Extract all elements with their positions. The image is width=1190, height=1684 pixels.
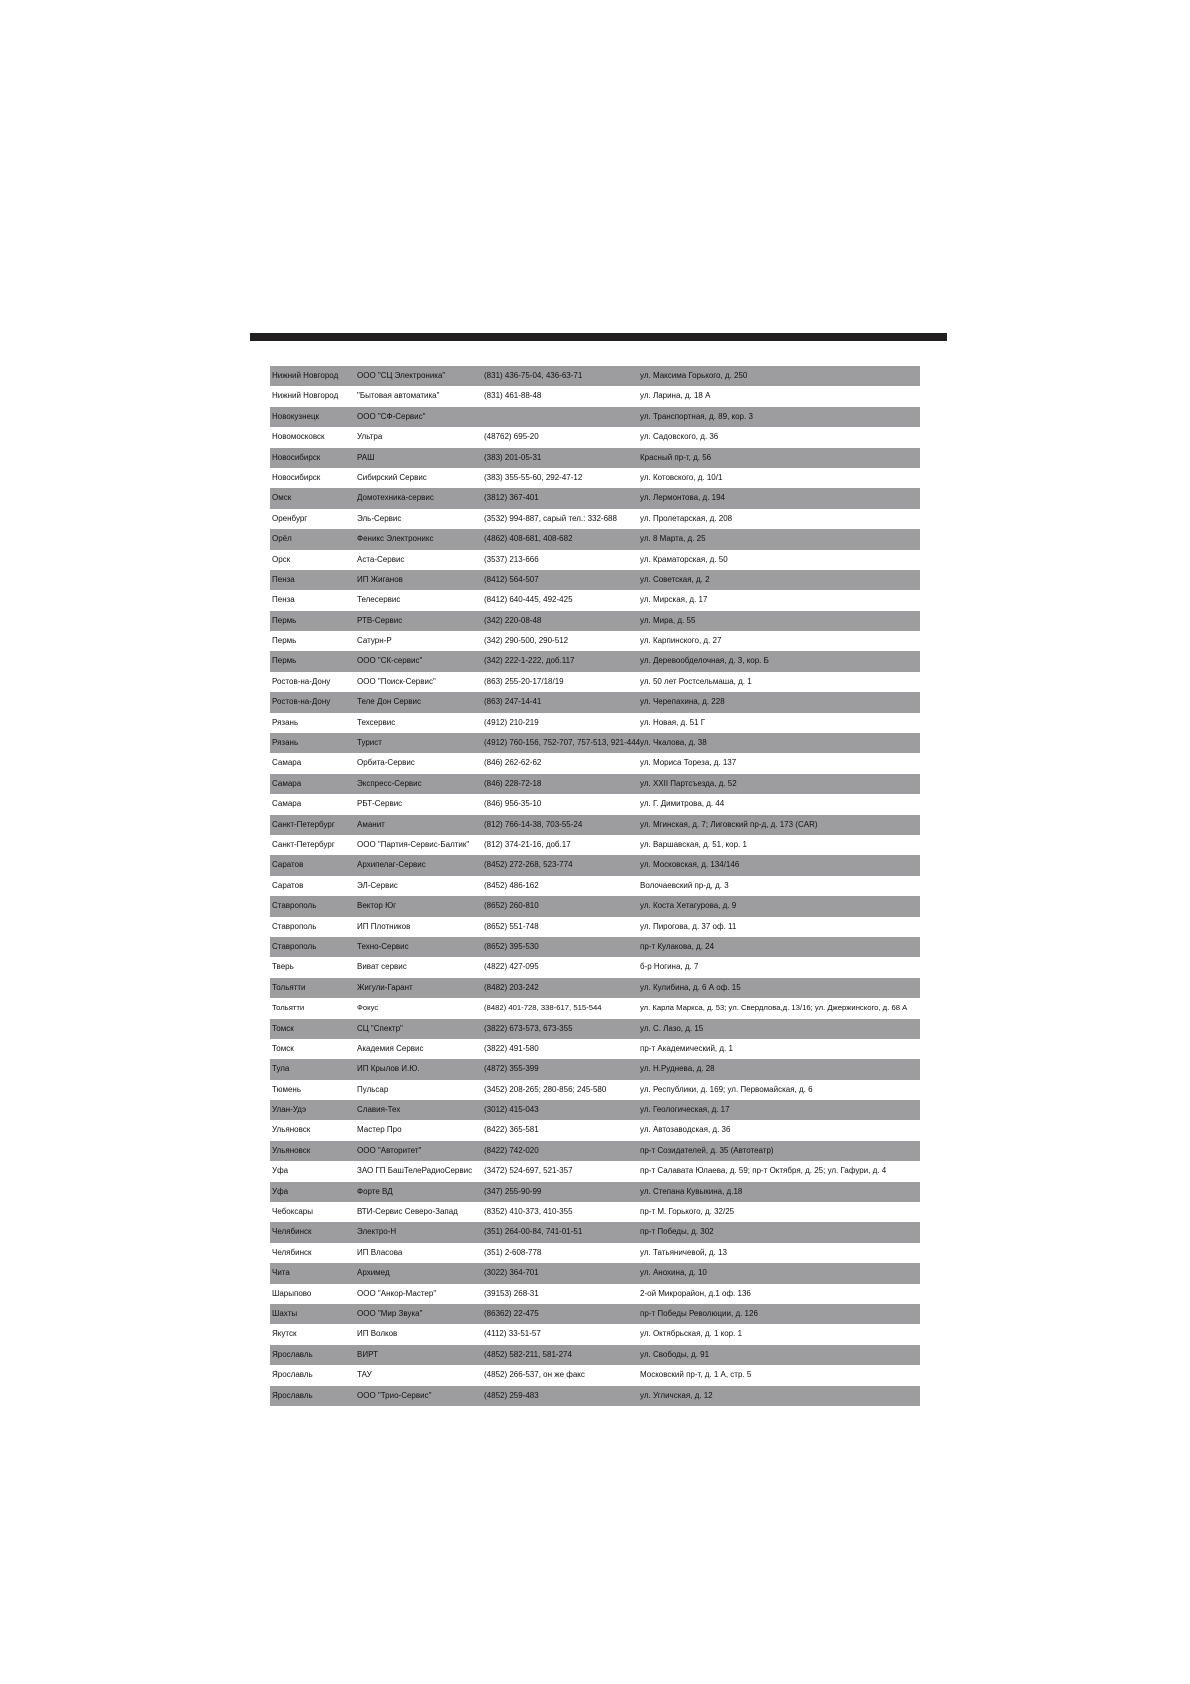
phone-cell: (846) 228-72-18 xyxy=(484,778,542,788)
table-row xyxy=(270,957,920,977)
address-cell: ул. Краматорская, д. 50 xyxy=(640,554,728,564)
organization-cell: ВТИ-Сервис Северо-Запад xyxy=(357,1207,458,1217)
phone-cell: (812) 766-14-38, 703-55-24 xyxy=(484,819,583,829)
city-cell: Чебоксары xyxy=(272,1207,313,1217)
address-cell: ул. Советская, д. 2 xyxy=(640,574,710,584)
organization-cell: Архимед xyxy=(357,1268,390,1278)
organization-cell: Сибирский Сервис xyxy=(357,472,427,482)
phone-cell: (351) 264-00-84, 741-01-51 xyxy=(484,1227,583,1237)
organization-cell: ООО "Авторитет" xyxy=(357,1145,422,1155)
city-cell: Шахты xyxy=(272,1308,298,1318)
address-cell: ул. Октябрьская, д. 1 кор. 1 xyxy=(640,1329,743,1339)
city-cell: Самара xyxy=(272,778,302,788)
city-cell: Самара xyxy=(272,799,302,809)
phone-cell: (8482) 203-242 xyxy=(484,982,539,992)
phone-cell: (342) 290-500, 290-512 xyxy=(484,636,569,646)
city-cell: Орск xyxy=(272,554,291,564)
address-cell: ул. Коста Хетагурова, д. 9 xyxy=(640,901,737,911)
city-cell: Пермь xyxy=(272,615,297,625)
table-row xyxy=(270,1141,920,1161)
city-cell: Тула xyxy=(272,1064,290,1074)
table-row xyxy=(270,550,920,570)
city-cell: Санкт-Петербург xyxy=(272,819,335,829)
table-row xyxy=(270,1386,920,1406)
address-cell: ул. Свободы, д. 91 xyxy=(640,1349,710,1359)
address-cell: ул. Новая, д. 51 Г xyxy=(640,717,706,727)
service-center-table xyxy=(270,366,920,1406)
city-cell: Улан-Удэ xyxy=(272,1105,307,1115)
address-cell: пр-т Салавата Юлаева, д. 59; пр-т Октября, д. 25; ул. Гафури, д. 4 xyxy=(640,1166,887,1176)
organization-cell: Ультра xyxy=(357,432,383,442)
organization-cell: Теле Дон Сервис xyxy=(357,697,421,707)
city-cell: Новосибирск xyxy=(272,472,321,482)
address-cell: ул. 50 лет Ростсельмаша, д. 1 xyxy=(640,676,752,686)
city-cell: Новокузнецк xyxy=(272,411,320,421)
table-row xyxy=(270,692,920,712)
organization-cell: ЗАО ГП БашТелеРадиоСервис xyxy=(357,1166,473,1176)
phone-cell: (846) 956-35-10 xyxy=(484,799,542,809)
table-row xyxy=(270,468,920,488)
city-cell: Нижний Новгород xyxy=(272,371,339,380)
table-row xyxy=(270,753,920,773)
phone-cell: (8452) 486-162 xyxy=(484,880,539,890)
phone-cell: (351) 2-608-778 xyxy=(484,1247,542,1257)
organization-cell: Эль-Сервис xyxy=(357,513,402,523)
organization-cell: Архипелаг-Сервис xyxy=(357,860,426,870)
city-cell: Ярославль xyxy=(272,1390,313,1400)
city-cell: Самара xyxy=(272,758,302,768)
table-row xyxy=(270,448,920,468)
address-cell: пр-т Победы Революции, д. 126 xyxy=(640,1308,758,1318)
city-cell: Ульяновск xyxy=(272,1145,311,1155)
organization-cell: РАШ xyxy=(357,452,375,462)
address-cell: ул. Мира, д. 55 xyxy=(640,615,696,625)
phone-cell: (831) 436-75-04, 436-63-71 xyxy=(484,371,583,380)
table-row xyxy=(270,1345,920,1365)
table-row xyxy=(270,733,920,753)
address-cell: ул. Автозаводская, д. 36 xyxy=(640,1125,731,1135)
address-cell: ул. Котовского, д. 10/1 xyxy=(640,472,723,482)
table-row xyxy=(270,835,920,855)
table-row xyxy=(270,815,920,835)
organization-cell: РТВ-Сервис xyxy=(357,615,403,625)
organization-cell: ТАУ xyxy=(357,1370,372,1380)
address-cell: ул. Мирская, д. 17 xyxy=(640,595,708,605)
organization-cell: Домотехника-сервис xyxy=(357,493,434,503)
table-row xyxy=(270,1284,920,1304)
phone-cell: (86362) 22-475 xyxy=(484,1308,539,1318)
phone-cell: (383) 355-55-60, 292-47-12 xyxy=(484,472,583,482)
phone-cell: (8652) 395-530 xyxy=(484,941,539,951)
table-row xyxy=(270,529,920,549)
city-cell: Новосибирск xyxy=(272,452,321,462)
phone-cell: (3452) 208-265; 280-856; 245-580 xyxy=(484,1084,607,1094)
table-row xyxy=(270,1080,920,1100)
organization-cell: ООО "СК-сервис" xyxy=(357,656,423,666)
phone-cell: (4852) 266-537, он же факс xyxy=(484,1370,585,1380)
organization-cell: СЦ "Спектр" xyxy=(357,1023,403,1033)
phone-cell: (4862) 408-681, 408-682 xyxy=(484,534,573,544)
phone-cell: (8652) 260-810 xyxy=(484,901,539,911)
organization-cell: "Бытовая автоматика" xyxy=(357,391,440,401)
table-row xyxy=(270,1182,920,1202)
table-row xyxy=(270,1059,920,1079)
organization-cell: ООО "СФ-Сервис" xyxy=(357,411,426,421)
city-cell: Пермь xyxy=(272,656,297,666)
address-cell: пр-т Академический, д. 1 xyxy=(640,1043,733,1053)
city-cell: Новомосковск xyxy=(272,432,325,442)
address-cell: ул. Транспортная, д. 89, кор. 3 xyxy=(640,411,753,421)
address-cell: ул. Максима Горького, д. 250 xyxy=(640,371,748,380)
city-cell: Ярославль xyxy=(272,1370,313,1380)
table-row xyxy=(270,651,920,671)
city-cell: Уфа xyxy=(272,1186,289,1196)
phone-cell: (8422) 365-581 xyxy=(484,1125,539,1135)
phone-cell: (846) 262-62-62 xyxy=(484,758,542,768)
city-cell: Ставрополь xyxy=(272,921,317,931)
phone-cell: (3812) 367-401 xyxy=(484,493,539,503)
phone-cell: (8652) 551-748 xyxy=(484,921,539,931)
city-cell: Ставрополь xyxy=(272,941,317,951)
city-cell: Рязань xyxy=(272,738,299,748)
city-cell: Саратов xyxy=(272,880,304,890)
phone-cell: (8452) 272-268, 523-774 xyxy=(484,860,573,870)
table-row xyxy=(270,1243,920,1263)
address-cell: пр-т Победы, д. 302 xyxy=(640,1227,714,1237)
phone-cell: (831) 461-88-48 xyxy=(484,391,542,401)
city-cell: Саратов xyxy=(272,860,304,870)
organization-cell: Форте ВД xyxy=(357,1186,393,1196)
table-row xyxy=(270,1365,920,1385)
organization-cell: ООО "Мир Звука" xyxy=(357,1308,423,1318)
header-rule xyxy=(250,333,947,341)
city-cell: Ярославль xyxy=(272,1349,313,1359)
address-cell: ул. Черепахина, д. 228 xyxy=(640,697,725,707)
city-cell: Чита xyxy=(272,1268,290,1278)
city-cell: Нижний Новгород xyxy=(272,391,339,401)
address-cell: ул. Угличская, д. 12 xyxy=(640,1390,713,1400)
address-cell: ул. Ларина, д. 18 А xyxy=(640,391,711,401)
city-cell: Ульяновск xyxy=(272,1125,311,1135)
city-cell: Челябинск xyxy=(272,1227,312,1237)
phone-cell: (4112) 33-51-57 xyxy=(484,1329,541,1339)
organization-cell: Жигули-Гарант xyxy=(357,982,413,992)
table-row xyxy=(270,570,920,590)
organization-cell: Вектор Юг xyxy=(357,901,397,911)
table-row xyxy=(270,1263,920,1283)
table-row xyxy=(270,1161,920,1181)
city-cell: Санкт-Петербург xyxy=(272,839,335,849)
address-cell: ул. Карла Маркса, д. 53; ул. Свердлова,д. 13/16; ул. Джержинского, д. 68 А xyxy=(640,1003,908,1013)
address-cell: Московский пр-т, д. 1 А, стр. 5 xyxy=(640,1370,752,1380)
organization-cell: Экспресс-Сервис xyxy=(357,778,422,788)
phone-cell: (4872) 355-399 xyxy=(484,1064,539,1074)
organization-cell: ООО "Трио-Сервис" xyxy=(357,1390,432,1400)
organization-cell: ИП Волков xyxy=(357,1329,398,1339)
phone-cell: (4852) 582-211, 581-274 xyxy=(484,1349,572,1359)
address-cell: пр-т Кулакова, д. 24 xyxy=(640,941,715,951)
address-cell: ул. 8 Марта, д. 25 xyxy=(640,534,706,544)
table-row xyxy=(270,998,920,1018)
organization-cell: Славия-Тех xyxy=(357,1105,401,1115)
table-row xyxy=(270,1039,920,1059)
address-cell: ул. Республики, д. 169; ул. Первомайская, д. 6 xyxy=(640,1084,813,1094)
table-row xyxy=(270,896,920,916)
organization-cell: ИП Плотников xyxy=(357,921,411,931)
city-cell: Шарыпово xyxy=(272,1288,312,1298)
organization-cell: Турист xyxy=(357,738,382,748)
phone-cell: (863) 255-20-17/18/19 xyxy=(484,676,564,686)
address-cell: ул. Садовского, д. 36 xyxy=(640,432,719,442)
city-cell: Якутск xyxy=(272,1329,297,1339)
address-cell: б-р Ногина, д. 7 xyxy=(640,962,699,972)
address-cell: пр-т Созидателей, д. 35 (Автотеатр) xyxy=(640,1145,774,1155)
address-cell: ул. Н.Руднева, д. 28 xyxy=(640,1064,715,1074)
address-cell: ул. Пролетарская, д. 208 xyxy=(640,513,733,523)
table-row xyxy=(270,917,920,937)
organization-cell: ООО "Анкор-Мастер" xyxy=(357,1288,437,1298)
phone-cell: (342) 220-08-48 xyxy=(484,615,542,625)
city-cell: Пенза xyxy=(272,595,295,605)
city-cell: Рязань xyxy=(272,717,299,727)
table-row xyxy=(270,366,920,386)
organization-cell: Техсервис xyxy=(357,717,396,727)
address-cell: ул. Татьяничевой, д. 13 xyxy=(640,1247,727,1257)
city-cell: Уфа xyxy=(272,1166,289,1176)
city-cell: Тверь xyxy=(272,962,294,972)
address-cell: ул. Геологическая, д. 17 xyxy=(640,1105,730,1115)
city-cell: Оренбург xyxy=(272,513,308,523)
city-cell: Пенза xyxy=(272,574,295,584)
phone-cell: (3822) 673-573, 673-355 xyxy=(484,1023,573,1033)
table-row xyxy=(270,1304,920,1324)
address-cell: ул. XXII Партсъезда, д. 52 xyxy=(640,778,737,788)
organization-cell: ИП Крылов И.Ю. xyxy=(357,1064,420,1074)
table-row xyxy=(270,672,920,692)
city-cell: Тольятти xyxy=(272,982,306,992)
organization-cell: ИП Власова xyxy=(357,1247,403,1257)
organization-cell: ООО "Поиск-Сервис" xyxy=(357,676,436,686)
phone-cell: (4822) 427-095 xyxy=(484,962,539,972)
address-cell: Красный пр-т, д. 56 xyxy=(640,452,712,462)
organization-cell: РБТ-Сервис xyxy=(357,799,403,809)
phone-cell: (383) 201-05-31 xyxy=(484,452,542,462)
table-row xyxy=(270,978,920,998)
phone-cell: (48762) 695-20 xyxy=(484,432,539,442)
phone-cell: (39153) 268-31 xyxy=(484,1288,539,1298)
table-row xyxy=(270,774,920,794)
phone-cell: (8352) 410-373, 410-355 xyxy=(484,1207,573,1217)
address-cell: ул. Степана Кувыкина, д.18 xyxy=(640,1186,743,1196)
city-cell: Ростов-на-Дону xyxy=(272,697,331,707)
organization-cell: Аманит xyxy=(357,819,385,829)
organization-cell: Мастер Про xyxy=(357,1125,402,1135)
organization-cell: Сатурн-Р xyxy=(357,636,392,646)
organization-cell: Электро-Н xyxy=(357,1227,397,1237)
table-row xyxy=(270,1202,920,1222)
organization-cell: Виват сервис xyxy=(357,962,407,972)
city-cell: Омск xyxy=(272,493,292,503)
city-cell: Орёл xyxy=(272,534,292,544)
table-row xyxy=(270,509,920,529)
table-row xyxy=(270,794,920,814)
city-cell: Томск xyxy=(272,1043,294,1053)
organization-cell: Академия Сервис xyxy=(357,1043,424,1053)
phone-cell: (8412) 564-507 xyxy=(484,574,539,584)
table-row xyxy=(270,713,920,733)
phone-cell: (3532) 994-887, сарый тел.: 332-688 xyxy=(484,513,617,523)
table-row xyxy=(270,590,920,610)
table-row xyxy=(270,386,920,406)
phone-cell: (3537) 213-666 xyxy=(484,554,539,564)
organization-cell: Пульсар xyxy=(357,1084,389,1094)
organization-cell: Фокус xyxy=(357,1003,379,1013)
city-cell: Ростов-на-Дону xyxy=(272,676,331,686)
table-row xyxy=(270,611,920,631)
organization-cell: Телесервис xyxy=(357,595,401,605)
address-cell: ул. С. Лазо, д. 15 xyxy=(640,1023,704,1033)
address-cell: ул. Лермонтова, д. 194 xyxy=(640,493,725,503)
address-cell: ул. Кулибина, д. 6 А оф. 15 xyxy=(640,982,741,992)
phone-cell: (4912) 760-156, 752-707, 757-513, 921-444 xyxy=(484,738,641,748)
address-cell: ул. Варшавская, д. 51, кор. 1 xyxy=(640,839,747,849)
table-row xyxy=(270,855,920,875)
phone-cell: (4912) 210-219 xyxy=(484,717,539,727)
table-row xyxy=(270,407,920,427)
table-row xyxy=(270,1222,920,1242)
organization-cell: ООО "СЦ Электроника" xyxy=(357,371,446,380)
organization-cell: ЭЛ-Сервис xyxy=(357,880,398,890)
organization-cell: Орбита-Сервис xyxy=(357,758,415,768)
address-cell: ул. Московская, д. 134/146 xyxy=(640,860,740,870)
address-cell: Волочаевский пр-д, д. 3 xyxy=(640,880,729,890)
phone-cell: (8422) 742-020 xyxy=(484,1145,539,1155)
address-cell: ул. Г. Димитрова, д. 44 xyxy=(640,799,725,809)
organization-cell: Феникс Электроникс xyxy=(357,534,434,544)
phone-cell: (347) 255-90-99 xyxy=(484,1186,542,1196)
phone-cell: (3012) 415-043 xyxy=(484,1105,539,1115)
table-row xyxy=(270,876,920,896)
city-cell: Томск xyxy=(272,1023,294,1033)
table-row xyxy=(270,1019,920,1039)
address-cell: ул. Деревообделочная, д. 3, кор. Б xyxy=(640,656,769,666)
organization-cell: ООО "Партия-Сервис-Балтик" xyxy=(357,839,470,849)
organization-cell: Аста-Сервис xyxy=(357,554,405,564)
table-row xyxy=(270,937,920,957)
phone-cell: (863) 247-14-41 xyxy=(484,697,542,707)
address-cell: ул. Пирогова, д. 37 оф. 11 xyxy=(640,921,737,931)
table-row xyxy=(270,1120,920,1140)
table-row xyxy=(270,427,920,447)
table-row xyxy=(270,631,920,651)
address-cell: ул. Анохина, д. 10 xyxy=(640,1268,707,1278)
city-cell: Тольятти xyxy=(272,1003,305,1013)
phone-cell: (8482) 401-728, 338-617, 515-544 xyxy=(484,1003,602,1013)
organization-cell: ВИРТ xyxy=(357,1349,378,1359)
phone-cell: (812) 374-21-16, доб.17 xyxy=(484,839,571,849)
address-cell: пр-т М. Горького, д. 32/25 xyxy=(640,1207,735,1217)
phone-cell: (3472) 524-697, 521-357 xyxy=(484,1166,573,1176)
address-cell: ул. Чкалова, д. 38 xyxy=(640,738,707,748)
table-row xyxy=(270,1100,920,1120)
city-cell: Челябинск xyxy=(272,1247,312,1257)
organization-cell: ИП Жиганов xyxy=(357,574,403,584)
address-cell: ул. Мгинская, д. 7; Лиговский пр-д, д. 173 (CAR) xyxy=(640,819,818,829)
address-cell: 2-ой Микрорайон, д.1 оф. 136 xyxy=(640,1288,751,1298)
organization-cell: Техно-Сервис xyxy=(357,941,409,951)
address-cell: ул. Мориса Тореза, д. 137 xyxy=(640,758,737,768)
city-cell: Тюмень xyxy=(272,1084,301,1094)
phone-cell: (4852) 259-483 xyxy=(484,1390,539,1400)
phone-cell: (8412) 640-445, 492-425 xyxy=(484,595,573,605)
phone-cell: (3022) 364-701 xyxy=(484,1268,539,1278)
city-cell: Пермь xyxy=(272,636,297,646)
table-row xyxy=(270,488,920,508)
table-row xyxy=(270,1324,920,1344)
address-cell: ул. Карпинского, д. 27 xyxy=(640,636,722,646)
phone-cell: (342) 222-1-222, доб.117 xyxy=(484,656,575,666)
phone-cell: (3822) 491-580 xyxy=(484,1043,539,1053)
city-cell: Ставрополь xyxy=(272,901,317,911)
